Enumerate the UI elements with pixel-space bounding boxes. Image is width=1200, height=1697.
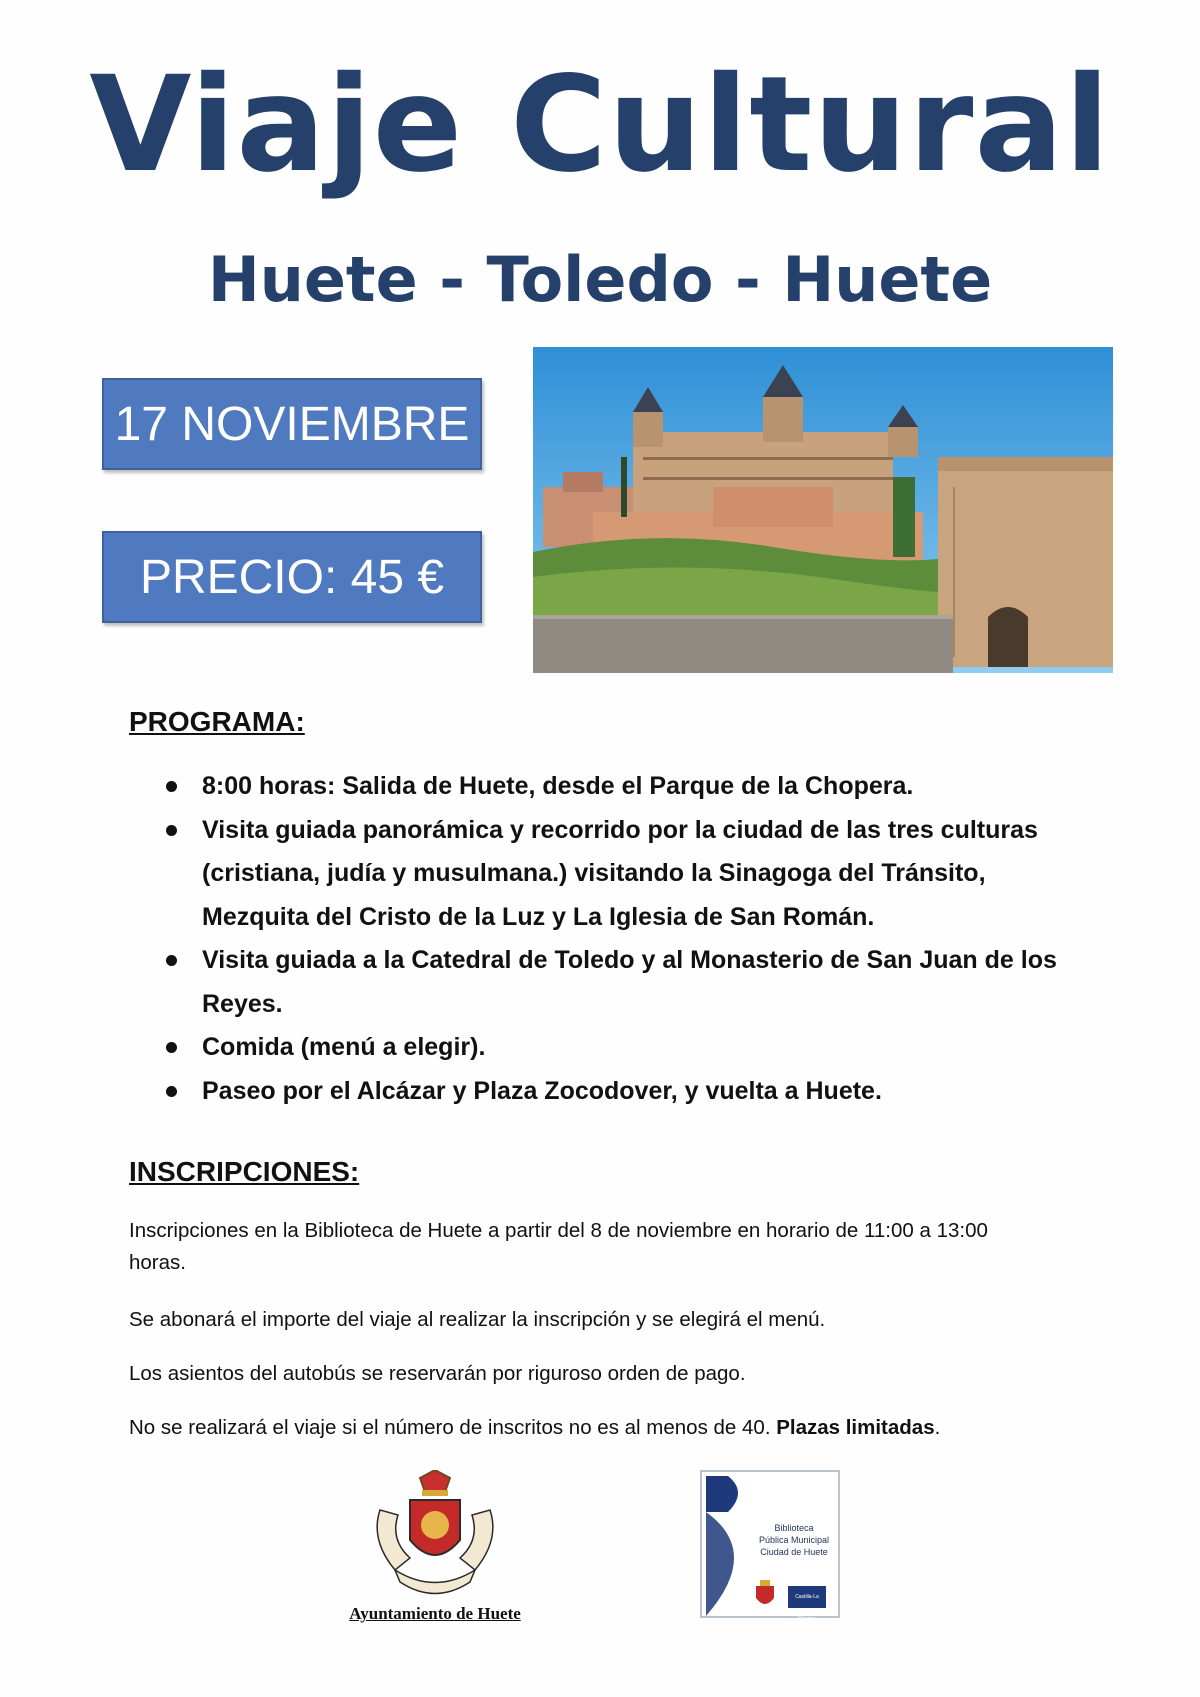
date-box: 17 NOVIEMBRE	[102, 378, 482, 470]
programa-heading: PROGRAMA:	[129, 706, 305, 737]
biblioteca-text: Biblioteca Pública Municipal Ciudad de Huete	[758, 1523, 830, 1557]
coat-of-arms-icon	[340, 1470, 530, 1600]
castilla-la-mancha-logo: Castilla-La Mancha	[788, 1586, 826, 1608]
inscripciones-paragraph: Inscripciones en la Biblioteca de Huete a partir del 8 de noviembre en horario de 11:00 a 13:00 horas.	[129, 1219, 988, 1274]
list-item: Visita guiada a la Catedral de Toledo y al Monasterio de San Juan de los Reyes.	[158, 939, 1088, 1026]
bullet-icon	[166, 955, 177, 966]
minimum-paragraph: No se realizará el viaje si el número de inscritos no es al menos de 40. Plazas limitadas.	[129, 1416, 941, 1439]
limited-places: Plazas limitadas	[776, 1416, 935, 1439]
toledo-photo	[533, 347, 1113, 673]
route-subtitle: Huete - Toledo - Huete	[207, 243, 993, 316]
seats-paragraph: Los asientos del autobús se reservarán por riguroso orden de pago.	[129, 1362, 746, 1385]
program-list	[158, 765, 1088, 1113]
bullet-icon	[166, 1086, 177, 1097]
ayuntamiento-caption: Ayuntamiento de Huete	[349, 1604, 521, 1623]
payment-paragraph: Se abonará el importe del viaje al realizar la inscripción y se elegirá el menú.	[129, 1308, 826, 1331]
inscripciones-heading: INSCRIPCIONES:	[129, 1156, 360, 1187]
bullet-icon	[166, 1042, 177, 1053]
list-item: 8:00 horas: Salida de Huete, desde el Parque de la Chopera.	[158, 765, 1088, 809]
ayuntamiento-logo	[340, 1470, 530, 1630]
page-title: Viaje Cultural	[89, 48, 1111, 202]
price-box: PRECIO: 45 €	[102, 531, 482, 623]
bullet-icon	[166, 825, 177, 836]
biblioteca-logo	[700, 1470, 840, 1622]
bullet-icon	[166, 781, 177, 792]
list-item: Paseo por el Alcázar y Plaza Zocodover, y vuelta a Huete.	[158, 1070, 1088, 1114]
list-item: Comida (menú a elegir).	[158, 1026, 1088, 1070]
list-item: Visita guiada panorámica y recorrido por la ciudad de las tres culturas (cristiana, judía y musulmana.) visitando la Sinagoga del Tránsito, Mezquita del Cristo de la Luz y La Iglesia de San Román.	[158, 809, 1088, 940]
small-coat-of-arms-icon	[754, 1580, 776, 1610]
library-network-icon	[702, 1472, 752, 1616]
